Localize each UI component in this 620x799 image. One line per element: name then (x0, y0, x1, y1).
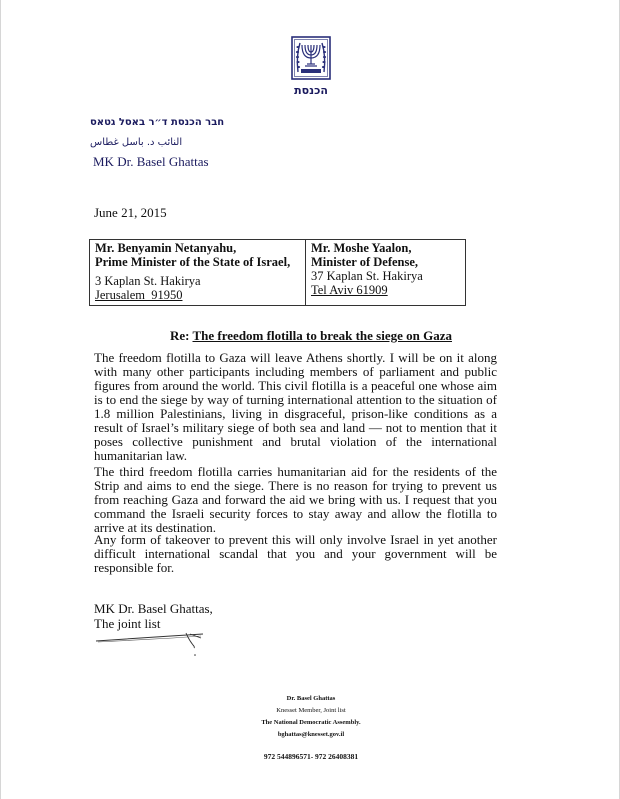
sender-name-english: MK Dr. Basel Ghattas (93, 154, 209, 169)
body-paragraph: The freedom flotilla to Gaza will leave Athens shortly. I will be on it along with many other participants including members of parliament and public figures from around the world. This civil flotilla is a peaceful one whose aim is to end the siege by way of turning international attention to the situation of 1.8 million Palestinians, living in disgraceful, prison-like conditions as a result of Israel’s military siege of both sea and land — not to mention that it poses collective punishment and brutal violation of the international humanitarian law. (94, 350, 497, 463)
body-paragraph: The third freedom flotilla carries humanitarian aid for the residents of the Strip and aims to end the siege. There is no reason for trying to prevent us from reaching Gaza and forward the aid we bring with us. I request that you command the Israeli security forces to stay away and allow the flotilla to arrive at its destination. (94, 464, 497, 535)
footer-name: Dr. Basel Ghattas (286, 695, 336, 702)
recipient-name: Mr. Benyamin Netanyahu, (95, 241, 237, 255)
recipient-address: 3 Kaplan St. Hakirya (95, 274, 201, 288)
knesset-menorah-emblem-icon (291, 36, 331, 80)
footer-party: The National Democratic Assembly. (261, 719, 361, 726)
footer-email: bghattas@knesset.gov.il (277, 731, 345, 738)
recipient-title: Prime Minister of the State of Israel, (95, 255, 291, 269)
recipient-city: Jerusalem 91950 (95, 288, 183, 302)
closing-name: MK Dr. Basel Ghattas, (94, 601, 213, 616)
recipient-address: 37 Kaplan St. Hakirya (311, 269, 423, 283)
subject-prefix: Re: (169, 328, 193, 343)
recipient-title: Minister of Defense, (311, 255, 419, 269)
letter-date: June 21, 2015 (94, 205, 167, 220)
recipient-cell (90, 240, 306, 306)
subject-text: The freedom flotilla to break the siege on Gaza (192, 328, 452, 343)
recipient-cell (306, 240, 466, 306)
institution-label: הכנסת (294, 84, 328, 97)
footer-phones: 972 544896571- 972 26408381 (263, 752, 359, 761)
recipients-table (89, 239, 466, 306)
closing-block (94, 601, 213, 631)
closing-affiliation: The joint list (94, 616, 161, 631)
body-paragraph: Any form of takeover to prevent this will only involve Israel in yet another difficult international scandal that you and your government will be responsible for. (94, 532, 497, 575)
recipient-city: Tel Aviv 61909 (311, 283, 388, 297)
sender-name-arabic: النائب د. باسل غطاس (90, 137, 183, 148)
footer-contact-block (1, 693, 620, 763)
sender-name-hebrew: חבר הכנסת ד״ר באסל גטאס (90, 117, 225, 128)
signature-icon (93, 630, 213, 658)
subject-line (1, 328, 620, 344)
recipient-name: Mr. Moshe Yaalon, (311, 241, 412, 255)
footer-role: Knesset Member, Joint list (276, 707, 346, 714)
